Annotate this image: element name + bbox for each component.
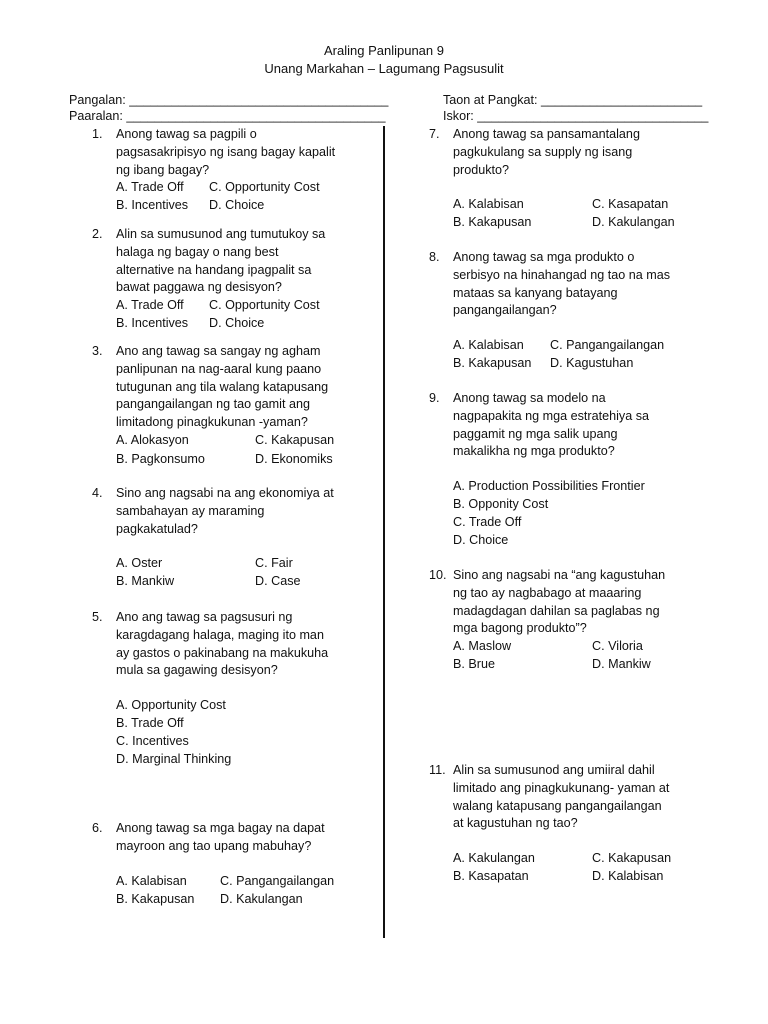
question-number: 3. [92,344,103,358]
option-a: A. Kalabisan [453,197,524,211]
option-a: A. Trade Off [116,180,184,194]
question-number: 8. [429,250,440,264]
question-stem: Sino ang nagsabi na “ang kagustuhan ng tao ay nagbabago at maaaring madagdagan dahilan sa paglabas ng mga bagong produkto”? [453,568,666,636]
option-a: A. Opportunity Cost [116,698,226,712]
option-d: D. Choice [209,316,265,330]
option-b: B. Kakapusan [453,356,532,370]
option-b: B. Incentives [116,316,189,330]
quarter-title: Unang Markahan – Lagumang Pagsusulit [264,61,504,76]
option-a: A. Trade Off [116,298,184,312]
question-number: 9. [429,391,440,405]
option-b: B. Incentives [116,198,189,212]
option-a: A. Kalabisan [453,338,524,352]
option-c: C. Fair [255,556,293,570]
option-b: B. Pagkonsumo [116,452,205,466]
option-b: B. Kasapatan [453,869,529,883]
option-c: C. Pangangailangan [550,338,665,352]
school-field: Paaralan: _____________________________________ [69,109,386,123]
option-c: C. Opportunity Cost [209,298,320,312]
question-number: 7. [429,127,440,141]
option-c: C. Kakapusan [255,433,335,447]
question-number: 1. [92,127,103,141]
option-d: D. Marginal Thinking [116,752,232,766]
question-number: 6. [92,821,103,835]
option-a: A. Oster [116,556,163,570]
question-stem: Anong tawag sa pagpili o pagsasakripisyo ng isang bagay kapalit ng ibang bagay? [116,127,336,177]
question-number: 11. [429,763,446,777]
option-a: A. Kakulangan [453,851,535,865]
option-b: B. Trade Off [116,716,184,730]
question-stem: Sino ang nagsabi na ang ekonomiya at sambahayan ay maraming pagkakatulad? [116,486,334,536]
question-stem: Ano ang tawag sa sangay ng agham panlipunan na nag-aaral kung paano tutugunan ang tila walang katapusang pangangailangan ng tao gamit ang limitadong pinagkukunan -yaman? [116,344,329,430]
question-stem: Anong tawag sa modelo na nagpapakita ng mga estratehiya sa paggamit ng mga salik upang makalikha ng mga produkto? [453,391,650,459]
option-b: B. Kakapusan [116,892,195,906]
option-d: D. Kagustuhan [550,356,634,370]
option-c: C. Pangangailangan [220,874,335,888]
option-d: D. Kalabisan [592,869,664,883]
question-stem: Alin sa sumusunod ang tumutukoy sa halaga ng bagay o nang best alternative na handang ipagpalit sa bawat paggawa ng desisyon? [116,227,326,295]
option-c: C. Viloria [592,639,643,653]
grade-section-field: Taon at Pangkat: _______________________ [443,93,703,107]
option-d: D. Choice [209,198,265,212]
option-d: D. Ekonomiks [255,452,333,466]
option-d: D. Mankiw [592,657,651,671]
question-stem: Anong tawag sa mga produkto o serbisyo na hinahangad ng tao na mas mataas sa kanyang batayang pangangailangan? [453,250,671,318]
option-a: A. Production Possibilities Frontier [453,479,645,493]
option-d: D. Case [255,574,301,588]
option-c: C. Kasapatan [592,197,669,211]
option-a: A. Maslow [453,639,512,653]
option-d: D. Choice [453,533,509,547]
option-c: C. Opportunity Cost [209,180,320,194]
name-field: Pangalan: _____________________________________ [69,93,389,107]
option-a: A. Alokasyon [116,433,189,447]
question-stem: Ano ang tawag sa pagsusuri ng karagdagang halaga, maging ito man ay gastos o pakinabang na makukuha mula sa gagawing desisyon? [116,610,329,678]
question-stem: Anong tawag sa mga bagay na dapat mayroon ang tao upang mabuhay? [116,821,325,853]
option-c: C. Trade Off [453,515,522,529]
option-c: C. Kakapusan [592,851,672,865]
question-number: 2. [92,227,103,241]
subject-title: Araling Panlipunan 9 [324,43,444,58]
question-stem: Anong tawag sa pansamantalang pagkukulang sa supply ng isang produkto? [453,127,640,177]
option-d: D. Kakulangan [592,215,675,229]
question-stem: Alin sa sumusunod ang umiiral dahil limitado ang pinagkukunang- yaman at walang katapusang pangangailangan at kagustuhan ng tao? [453,763,670,831]
option-b: B. Brue [453,657,495,671]
option-b: B. Opponity Cost [453,497,549,511]
option-b: B. Kakapusan [453,215,532,229]
option-b: B. Mankiw [116,574,175,588]
question-number: 10. [429,568,447,582]
option-d: D. Kakulangan [220,892,303,906]
column-divider [383,126,385,938]
option-a: A. Kalabisan [116,874,187,888]
option-c: C. Incentives [116,734,189,748]
score-field: Iskor: _________________________________ [443,109,709,123]
question-number: 4. [92,486,103,500]
question-number: 5. [92,610,103,624]
